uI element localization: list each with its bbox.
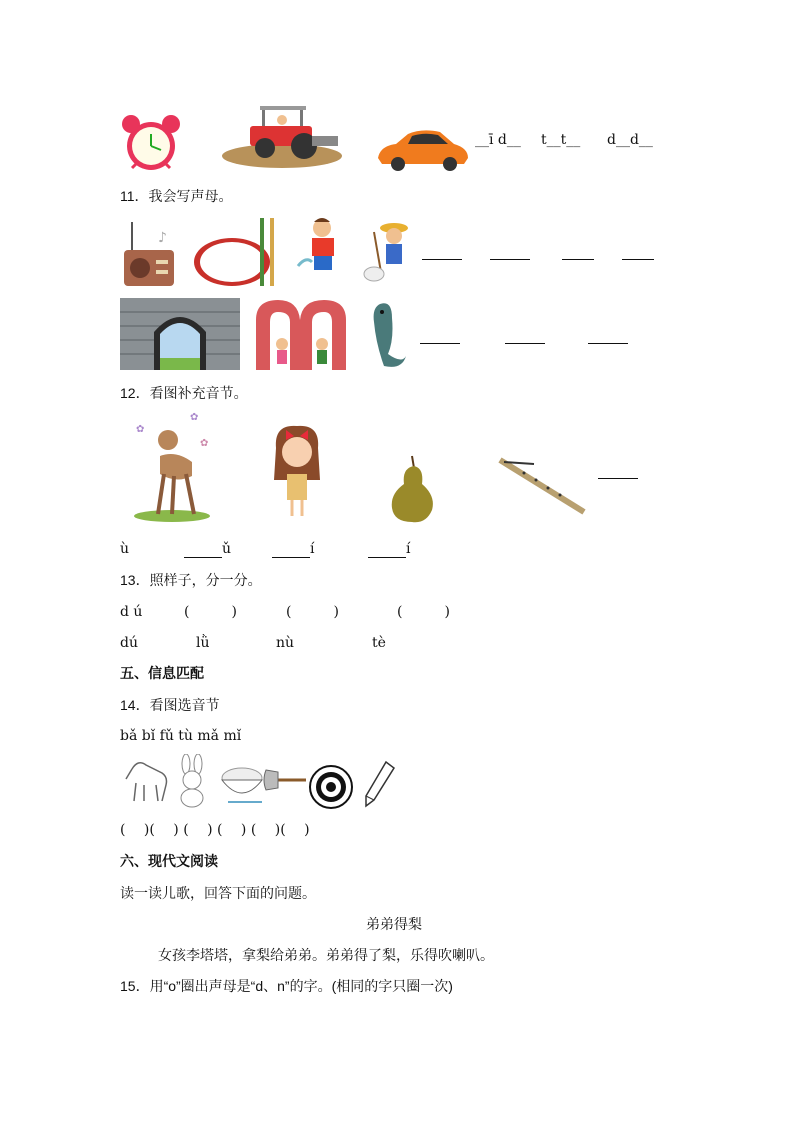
answer-paren[interactable]: ( ) [397,604,450,620]
target-image [308,764,354,810]
answer-line[interactable] [505,343,545,344]
reading-instruction: 读一读儿歌，回答下面的问题。 [120,885,316,901]
answer-line[interactable] [490,259,530,260]
answer-paren[interactable]: ( ) [286,604,339,620]
car-image [374,126,470,172]
syllable-2-blank[interactable] [184,543,222,558]
syllable-1-final: ù [120,541,130,557]
tractor-image [220,100,344,168]
pinyin-blank-1[interactable]: __ī d__ [475,132,521,148]
example-syllable: d ú [120,604,143,620]
rice-bowl-image [218,762,266,808]
answer-line[interactable] [422,259,462,260]
word-te: tè [372,635,386,651]
question-14-answers[interactable]: ( )( ) ( ) ( ) ( )( ) [120,822,310,838]
pencil-image [362,760,396,808]
alarm-clock-image [118,112,184,174]
syllable-1 [120,540,129,558]
girl-image [268,424,326,520]
answer-paren[interactable]: ( ) [184,604,237,620]
svg-text:♪: ♪ [158,230,167,246]
syllable-3[interactable] [272,540,314,558]
horse-image [122,755,172,807]
question-13-title: 13．照样子，分一分。 [120,572,262,588]
answer-line[interactable] [588,343,628,344]
word-du: dú [120,635,138,651]
section-6-heading: 六、现代文阅读 [120,853,218,869]
child-watering-image [292,212,356,284]
syllable-4[interactable] [368,540,410,558]
letter-m-gate-image [252,298,350,370]
svg-text:✿: ✿ [190,412,199,423]
pear-image [388,454,438,524]
radio-image [118,218,188,290]
answer-line[interactable] [622,259,654,260]
poem-title: 弟弟得梨 [366,916,422,932]
rabbit-image [172,754,214,808]
flute-image [494,454,588,516]
syllable-3-final: í [310,541,315,557]
answer-line[interactable] [562,259,594,260]
pinyin-blank-3[interactable]: d__d__ [607,132,653,148]
syllable-4-blank[interactable] [368,543,406,558]
drum-image [192,214,282,290]
question-15-title: 15．用“o”圈出声母是“d、n”的字。(相同的字只圈一次) [120,978,453,994]
syllable-3-blank[interactable] [272,543,310,558]
syllable-4-final: í [406,541,411,557]
answer-line[interactable] [598,478,638,479]
question-11-title: 11．我会写声母。 [120,188,233,204]
svg-text:✿: ✿ [136,424,145,435]
pinyin-blank-2[interactable]: t__t__ [541,132,581,148]
stone-arch-door-image [120,298,240,370]
axe-image [262,766,308,796]
word-lv: lǜ [196,635,210,651]
svg-text:✿: ✿ [200,438,209,449]
syllable-2[interactable] [184,540,231,558]
deer-image [130,406,214,522]
answer-line[interactable] [420,343,460,344]
shepherd-image [360,218,422,290]
syllable-2-final: ǔ [222,541,232,557]
section-5-heading: 五、信息匹配 [120,665,204,681]
question-12-title: 12．看图补充音节。 [120,385,248,401]
fish-image [362,298,412,372]
poem-body: 女孩李塔塔，拿梨给弟弟。弟弟得了梨，乐得吹喇叭。 [158,947,494,963]
word-nu: nù [276,635,295,651]
syllable-options: bǎ bǐ fǔ tù mǎ mǐ [120,728,242,744]
question-14-title: 14．看图选音节 [120,697,220,713]
